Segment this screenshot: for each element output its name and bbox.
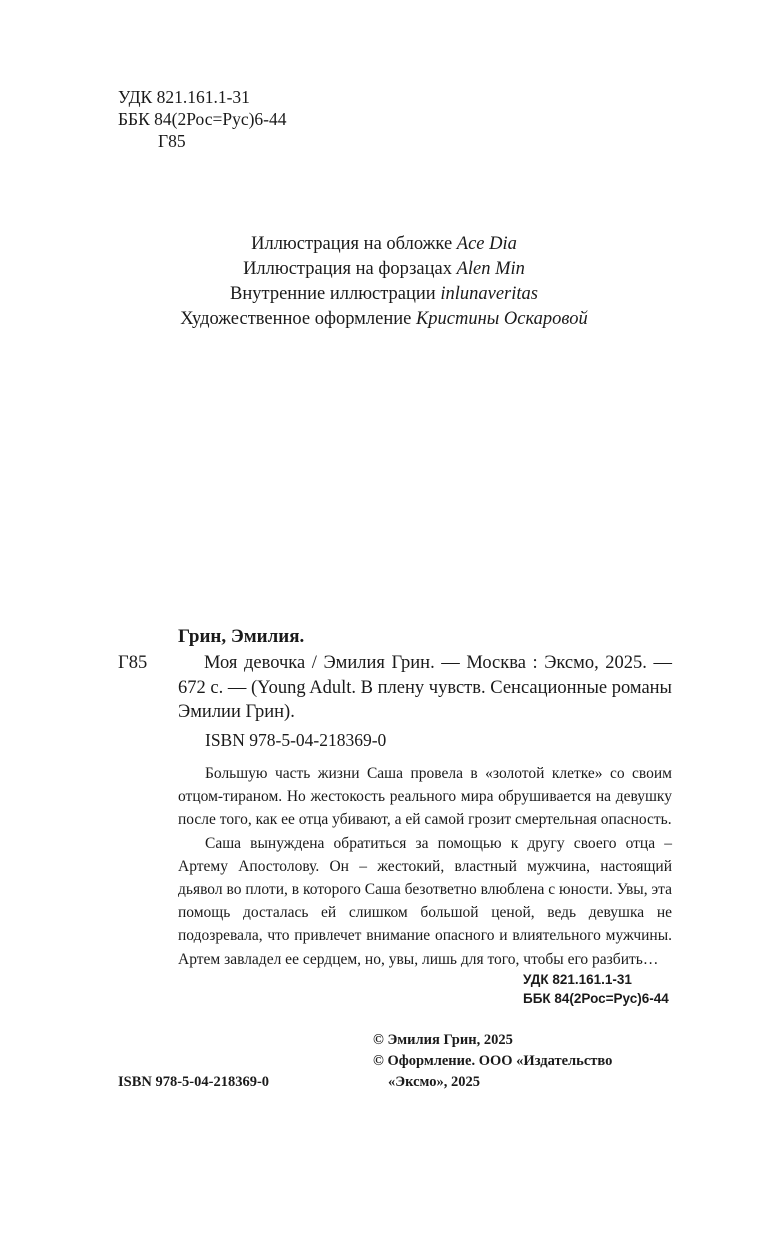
- credit-label: Иллюстрация на форзацах: [243, 259, 452, 279]
- bibliographic-description: [178, 651, 672, 725]
- annotation: [178, 762, 672, 971]
- credit-line: [0, 282, 768, 307]
- copyright-design: © Оформление. ООО «Издательство: [373, 1053, 613, 1069]
- isbn-bottom: ISBN 978-5-04-218369-0: [118, 1074, 270, 1090]
- classification-block: [523, 970, 669, 1008]
- classification-bbk: ББК 84(2Рос=Рус)6-44: [523, 991, 669, 1006]
- header-bbk: ББК 84(2Рос=Рус)6-44: [118, 109, 287, 129]
- copyright-publisher: «Эксмо», 2025: [388, 1074, 480, 1090]
- credit-name: Кристины Оскаровой: [415, 309, 588, 329]
- credit-label: Иллюстрация на обложке: [251, 234, 453, 254]
- author-heading: Грин, Эмилия.: [178, 626, 305, 647]
- header-code: Г85: [158, 131, 186, 151]
- illustration-credits: [0, 232, 768, 332]
- catalog-code: Г85: [118, 653, 148, 673]
- header-classification: [118, 86, 287, 152]
- credit-name: inlunaveritas: [440, 284, 538, 304]
- credit-label: Внутренние иллюстрации: [230, 284, 436, 304]
- isbn-line: ISBN 978-5-04-218369-0: [205, 730, 387, 750]
- description-text: Моя девочка / Эмилия Грин. — Москва : Эксмо, 2025. — 672 с. — (Young Adult. В плену чувств. Сенсационные романы Эмилии Грин).: [178, 653, 672, 722]
- credit-line: [0, 257, 768, 282]
- credit-line: [0, 232, 768, 257]
- copyright-author: © Эмилия Грин, 2025: [373, 1032, 513, 1048]
- classification-udk: УДК 821.161.1-31: [523, 972, 632, 987]
- credit-name: Alen Min: [456, 259, 525, 279]
- credit-line: [0, 307, 768, 332]
- credit-name: Ace Dia: [456, 234, 517, 254]
- annotation-paragraph: Саша вынуждена обратиться за помощью к другу своего отца – Артему Апостолову. Он – жестокий, властный мужчина, настоящий дьявол во плоти, в которого Саша безответно влюблена с юности. Увы, эта помощь досталась ей слишком большой ценой, ведь девушка не подозревала, что привлечет внимание опасного и влиятельного мужчины. Артем завладел ее сердцем, но, увы, лишь для того, чтобы его разбить…: [178, 834, 672, 968]
- header-udk: УДК 821.161.1-31: [118, 87, 250, 107]
- annotation-paragraph: Большую часть жизни Саша провела в «золотой клетке» со своим отцом-тираном. Но жестокость реального мира обрушивается на девушку после того, как ее отца убивают, а ей самой грозит смертельная опасность.: [178, 765, 672, 829]
- copyright-block: [373, 1030, 612, 1093]
- credit-label: Художественное оформление: [180, 309, 412, 329]
